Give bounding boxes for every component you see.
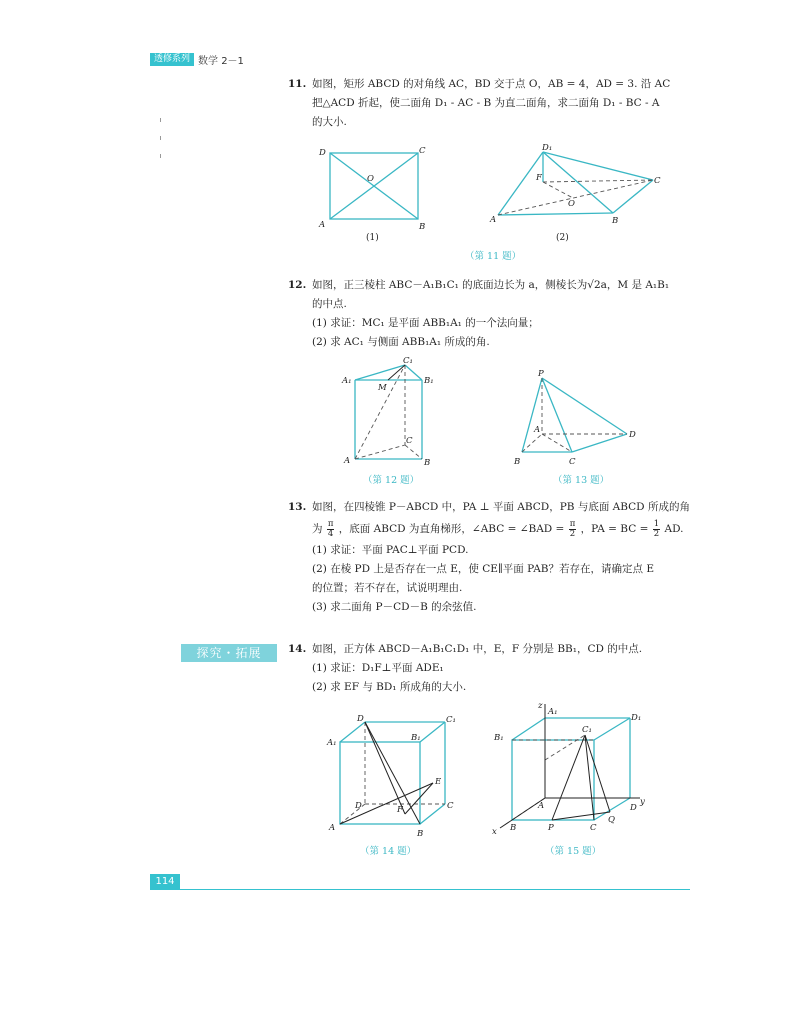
page-number: 114 [150,874,180,890]
book-title: 数学 2－1 [198,56,244,67]
margin-marks [160,118,164,172]
svg-text:D: D [630,803,637,813]
figure-13 [512,368,640,468]
problem-text: 如图，矩形 ABCD 的对角线 AC，BD 交于点 O，AB = 4，AD = 3. 沿 AC [312,78,671,90]
problem-11 [288,75,708,132]
figure-14-caption: （第 14 题） [360,846,417,857]
svg-text:A: A [490,215,497,225]
svg-text:A: A [538,801,545,811]
svg-text:C: C [590,823,597,833]
figure-11-caption: （第 11 题） [465,251,522,262]
svg-text:B₁: B₁ [424,376,434,386]
problem-text: 的中点. [312,298,347,310]
header-tag [150,53,244,66]
problem-13 [288,498,708,617]
svg-text:B: B [612,216,619,226]
figure-11-1-label: (1) [366,233,379,243]
text-fragment: ，PA = BC = [580,523,649,535]
svg-text:O: O [568,199,575,209]
figure-13-caption: （第 13 题） [553,475,610,486]
figure-11-2-label: (2) [556,233,569,243]
problem-text-formula [288,517,708,541]
svg-text:D: D [357,714,364,724]
problem-subpart: (1) 求证：MC₁ 是平面 ABB₁A₁ 的一个法向量； [312,317,539,329]
problem-text: 的大小. [312,116,347,128]
problem-number: 14. [288,643,307,655]
svg-text:y: y [640,797,645,807]
svg-text:O: O [367,174,374,184]
svg-text:P: P [538,369,544,379]
problem-number: 12. [288,279,307,291]
svg-text:C: C [419,146,426,156]
footer-rule [180,889,690,890]
svg-text:C: C [447,801,454,811]
problem-12 [288,276,708,352]
problem-number: 11. [288,78,307,90]
svg-text:C: C [569,457,576,467]
svg-text:B: B [514,457,521,467]
problem-subpart: (3) 求二面角 P－CD－B 的余弦值. [312,601,477,613]
series-label: 透修系列 [150,53,194,66]
figure-15-caption: （第 15 题） [545,846,602,857]
problem-text: 如图，正方体 ABCD－A₁B₁C₁D₁ 中，E，F 分别是 BB₁，CD 的中点. [312,643,643,655]
problem-text: 如图，正三棱柱 ABC－A₁B₁C₁ 的底面边长为 a，侧棱长为√2a，M 是 A₁B₁ [312,279,670,291]
svg-text:B: B [510,823,517,833]
svg-text:F: F [536,173,542,183]
problem-14 [288,640,708,697]
figure-11-1 [315,143,430,231]
fraction-pi-over-4: $\frac{\pi}{4}$ [327,518,334,539]
svg-text:C: C [654,176,661,186]
fraction-pi-over-2: $\frac{\pi}{2}$ [569,518,576,539]
svg-text:D: D [319,148,326,158]
svg-text:D: D [355,801,362,811]
problem-text: 如图，在四棱锥 P－ABCD 中，PA ⊥ 平面 ABCD，PB 与底面 ABCD 所成的角 [312,501,690,513]
svg-text:A₁: A₁ [327,738,337,748]
svg-text:P: P [548,823,554,833]
text-fragment: 为 [312,523,323,535]
svg-text:A: A [534,425,541,435]
svg-text:B: B [419,222,426,231]
problem-subpart: (2) 在棱 PD 上是否存在一点 E，使 CE∥平面 PAB？若存在，请确定点 E [312,563,654,575]
svg-text:x: x [492,827,497,837]
svg-text:B₁: B₁ [494,733,504,743]
problem-text: 把△ACD 折起，使二面角 D₁ - AC - B 为直二面角，求二面角 D₁ - BC - A [312,97,660,109]
svg-text:C₁: C₁ [446,715,456,725]
svg-text:B: B [417,829,424,839]
figure-14 [325,712,460,840]
svg-text:B₁: B₁ [411,733,421,743]
svg-text:Q: Q [608,815,615,825]
figure-12-caption: （第 12 题） [363,475,420,486]
section-badge: 探究・拓展 [181,644,277,662]
svg-text:A₁: A₁ [548,707,558,717]
svg-text:C₁: C₁ [403,356,413,366]
svg-text:B: B [424,458,431,467]
figure-12 [340,355,440,467]
problem-subpart: 的位置；若不存在，试说明理由. [312,582,463,594]
problem-number: 13. [288,501,307,513]
text-fragment: AD. [664,523,684,535]
problem-subpart: (2) 求 EF 与 BD₁ 所成角的大小. [312,681,467,693]
problem-subpart: (2) 求 AC₁ 与侧面 ABB₁A₁ 所成的角. [312,336,490,348]
fraction-one-half: $\frac{1}{2}$ [653,518,660,539]
svg-text:A: A [344,456,351,466]
svg-text:A: A [319,220,326,230]
svg-text:M: M [378,383,387,393]
svg-text:F: F [397,805,403,815]
problem-subpart: (1) 求证：D₁F⊥平面 ADE₁ [312,662,444,674]
problem-subpart: (1) 求证：平面 PAC⊥平面 PCD. [312,544,469,556]
svg-text:z: z [538,701,543,711]
svg-text:D: D [629,430,636,440]
svg-text:D₁: D₁ [631,713,642,723]
svg-text:A₁: A₁ [342,376,352,386]
svg-text:C₁: C₁ [582,725,592,735]
svg-text:C: C [406,436,413,446]
figure-15 [490,700,665,840]
text-fragment: ，底面 ABCD 为直角梯形，∠ABC = ∠BAD = [338,523,565,535]
figure-11-2 [488,140,668,235]
svg-text:E: E [435,777,442,787]
svg-text:D₁: D₁ [542,143,553,153]
svg-text:A: A [329,823,336,833]
